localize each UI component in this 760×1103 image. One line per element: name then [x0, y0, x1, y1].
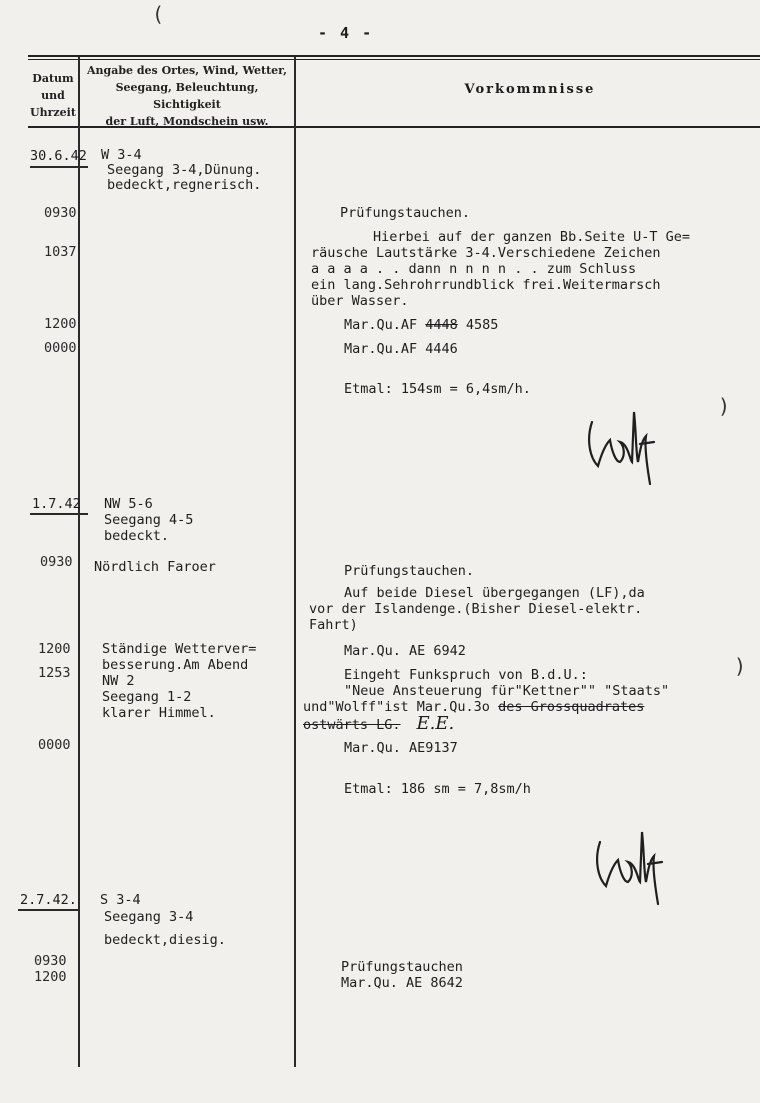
entry-date: 2.7.42. — [20, 892, 77, 908]
event-line: "Neue Ansteuerung für"Kettner"" "Staats" — [344, 683, 670, 699]
pencil-mark-icon: ( — [152, 2, 165, 26]
event-line: und"Wolff"ist Mar.Qu.3o des Grossquadrates — [303, 699, 645, 715]
entry-time: 1200 — [38, 641, 71, 657]
entry-time: 1200 — [44, 316, 77, 332]
event-line: Fahrt) — [309, 617, 358, 633]
weather-line: W 3-4 — [101, 147, 142, 163]
event-line: über Wasser. — [311, 293, 409, 309]
header-top-rule — [28, 55, 760, 57]
entry-time: 1200 — [34, 969, 67, 985]
binder-hole-icon: ) — [718, 394, 731, 418]
entry-time: 1253 — [38, 665, 71, 681]
signature-wolff — [580, 400, 670, 490]
weather-line: bedeckt,regnerisch. — [107, 177, 262, 193]
entry-time: 0930 — [40, 554, 73, 570]
entry-time: 1037 — [44, 244, 77, 260]
weather-line: Seegang 4-5 — [104, 512, 194, 528]
event-line: Prüfungstauchen. — [340, 205, 471, 221]
event-line: Hierbei auf der ganzen Bb.Seite U-T Ge= — [373, 229, 690, 245]
event-line: Auf beide Diesel übergegangen (LF),da — [344, 585, 645, 601]
event-line: ein lang.Sehrohrrundblick frei.Weitermarsch — [311, 277, 661, 293]
date-underline — [30, 166, 88, 168]
weather-line: NW 5-6 — [104, 496, 153, 512]
weather-line: Seegang 3-4,Dünung. — [107, 162, 262, 178]
signature-wolff — [590, 820, 670, 910]
event-line: Mar.Qu.AF 4448 4585 — [344, 317, 499, 333]
event-line: ostwärts LG. E.E. — [303, 713, 455, 734]
event-line: vor der Islandenge.(Bisher Diesel-elektr. — [309, 601, 643, 617]
entry-date: 30.6.42 — [30, 148, 87, 164]
weather-line: Seegang 3-4 — [104, 909, 194, 925]
weather-line: NW 2 — [102, 673, 135, 689]
weather-line: besserung.Am Abend — [102, 657, 249, 673]
weather-line: bedeckt,diesig. — [104, 932, 226, 948]
event-line: räusche Lautstärke 3-4.Verschiedene Zeichen — [311, 245, 661, 261]
event-line: Mar.Qu. AE9137 — [344, 740, 458, 756]
entry-time: 0930 — [44, 205, 77, 221]
event-line: Etmal: 186 sm = 7,8sm/h — [344, 781, 531, 797]
page-number: - 4 - — [318, 24, 374, 42]
date-underline — [30, 513, 88, 515]
event-line: Mar.Qu. AE 6942 — [344, 643, 466, 659]
header-datum: Datum und Uhrzeit — [30, 72, 76, 119]
weather-line: Seegang 1-2 — [102, 689, 192, 705]
entry-time: 0000 — [38, 737, 71, 753]
event-line: Prüfungstauchen. — [344, 563, 475, 579]
weather-line: Ständige Wetterver= — [102, 641, 257, 657]
weather-line: klarer Himmel. — [102, 705, 216, 721]
event-line: Etmal: 154sm = 6,4sm/h. — [344, 381, 531, 397]
weather-line: S 3-4 — [100, 892, 141, 908]
header-top-rule-2 — [28, 59, 760, 60]
column-divider-2 — [294, 57, 296, 1067]
weather-line: bedeckt. — [104, 528, 170, 544]
event-line: a a a a . . dann n n n n . . zum Schluss — [311, 261, 637, 277]
event-line: Mar.Qu. AE 8642 — [341, 975, 463, 991]
binder-hole-icon: ) — [734, 654, 747, 678]
event-line: Mar.Qu.AF 4446 — [344, 341, 458, 357]
date-underline — [18, 909, 80, 911]
column-divider-1 — [78, 57, 80, 1067]
entry-date: 1.7.42 — [32, 496, 81, 512]
header-vorkommnisse: Vorkommnisse — [464, 82, 596, 97]
header-weather: Angabe des Ortes, Wind, Wetter, Seegang, Beleuchtung, Sichtigkeit der Luft, Mondschein usw. — [86, 64, 288, 128]
entry-time: 0930 — [34, 953, 67, 969]
entry-time: 0000 — [44, 340, 77, 356]
handwritten-initials: E.E. — [416, 713, 455, 734]
event-line: Eingeht Funkspruch von B.d.U.: — [344, 667, 588, 683]
place-line: Nördlich Faroer — [94, 559, 216, 575]
event-line: Prüfungstauchen — [341, 959, 463, 975]
